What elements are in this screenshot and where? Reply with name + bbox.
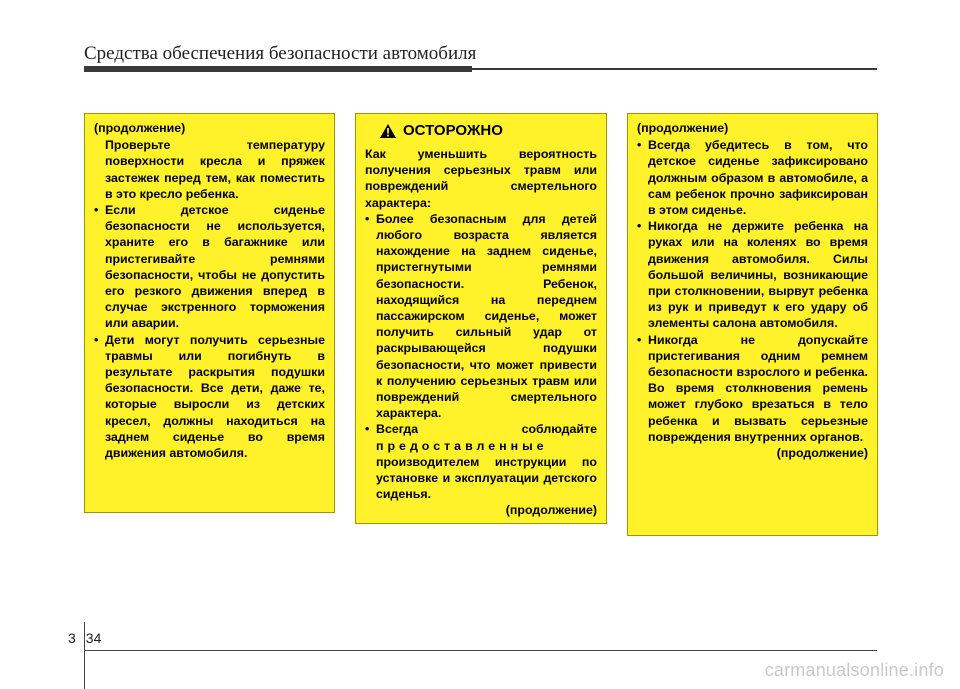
left-bullet-1-text: Если детское сиденье безопасности не используется, храните его в багажнике или пристегивайте ремнями безопасности, чтобы не допустить его резкого движения вперед в случае экстренного торможения или аварии. [105, 203, 325, 331]
left-info-box [84, 113, 335, 513]
right-bullet-2 [637, 218, 868, 331]
warning-bullet-2-rest: производителем инструкции по установке и эксплуатации детского сиденья. [376, 454, 597, 502]
warning-title: ОСТОРОЖНО [403, 122, 503, 139]
warning-triangle-icon [379, 123, 397, 139]
bullet-dot: • [637, 138, 642, 153]
page-number-value: 34 [85, 630, 102, 646]
page-header-title: Средства обеспечения безопасности автомобиля [84, 43, 477, 64]
right-continued-footer: (продолжение) [776, 446, 868, 461]
header-rule-thin [472, 68, 877, 70]
warning-bullet-2-line1: Всегда соблюдайте [376, 422, 597, 437]
footer-horizontal-rule [84, 650, 877, 651]
section-number: 3 [68, 630, 76, 646]
right-bullet-2-text: Никогда не держите ребенка на руках или на коленях во время движения автомобиля. Силы большой величины, возникающие при столкновении, вырвут ребенка из рук и приведут к его удару об элементы салона автомобиля. [648, 219, 868, 331]
warning-intro-text: Как уменьшить вероятность получения серьезных травм или повреждений смертельного характера: [365, 147, 597, 210]
right-continued-label: (продолжение) [637, 121, 729, 135]
warning-heading [379, 122, 597, 140]
warning-bullet-1 [365, 211, 597, 422]
header-rule-thick [84, 66, 472, 72]
left-bullet-2 [94, 332, 325, 462]
header-rule [84, 66, 877, 72]
warning-bullet-2 [365, 421, 597, 502]
warning-bullet-1-text: Более безопасным для детей любого возраста является нахождение на заднем сиденье, пристегнутыми ремнями безопасности. Ребенок, находящийся на переднем пассажирском сиденье, может получить сильный удар от раскрывающейся подушки безопасности, что может привести к получению серьезных травм или повреждений смертельного характера. [376, 211, 597, 421]
left-continued-label: (продолжение) [94, 121, 186, 135]
bullet-dot: • [365, 211, 370, 226]
right-info-box [627, 113, 878, 536]
right-bullet-3-text: Никогда не допускайте пристегивания одним ремнем безопасности взрослого и ребенка. Во время столкновения ремень может глубоко врезаться в тело ребенка и вызвать серьезные повреждения внутренних органов. [648, 332, 868, 444]
left-bullet-2-text: Дети могут получить серьезные травмы или погибнуть в результате раскрытия подушки безопасности. Все дети, даже те, которые выросли из детских кресел, должны находиться на заднем сиденье во время движения автомобиля. [105, 332, 325, 461]
right-bullet-3 [637, 332, 868, 445]
watermark: carmanualsonline.info [764, 660, 944, 680]
bullet-dot: • [637, 219, 642, 234]
right-bullet-1-text: Всегда убедитесь в том, что детское сиденье зафиксировано должным образом в автомобиле, а сам ребенок прочно зафиксирован в этом сиденье. [648, 138, 868, 218]
bullet-dot: • [94, 332, 99, 347]
warning-continued-footer: (продолжение) [505, 503, 597, 518]
bullet-dot: • [94, 203, 99, 218]
left-bullet-1 [94, 202, 325, 332]
page-number [68, 630, 101, 646]
warning-box [355, 113, 607, 524]
bullet-dot: • [365, 422, 370, 437]
bullet-dot: • [637, 332, 642, 347]
left-intro-text: Проверьте температуру поверхности кресла и пряжек застежек перед тем, как поместить в это кресло ребенка. [105, 138, 325, 201]
warning-bullet-2-line2: предоставленные [376, 438, 548, 453]
right-bullet-1 [637, 137, 868, 218]
